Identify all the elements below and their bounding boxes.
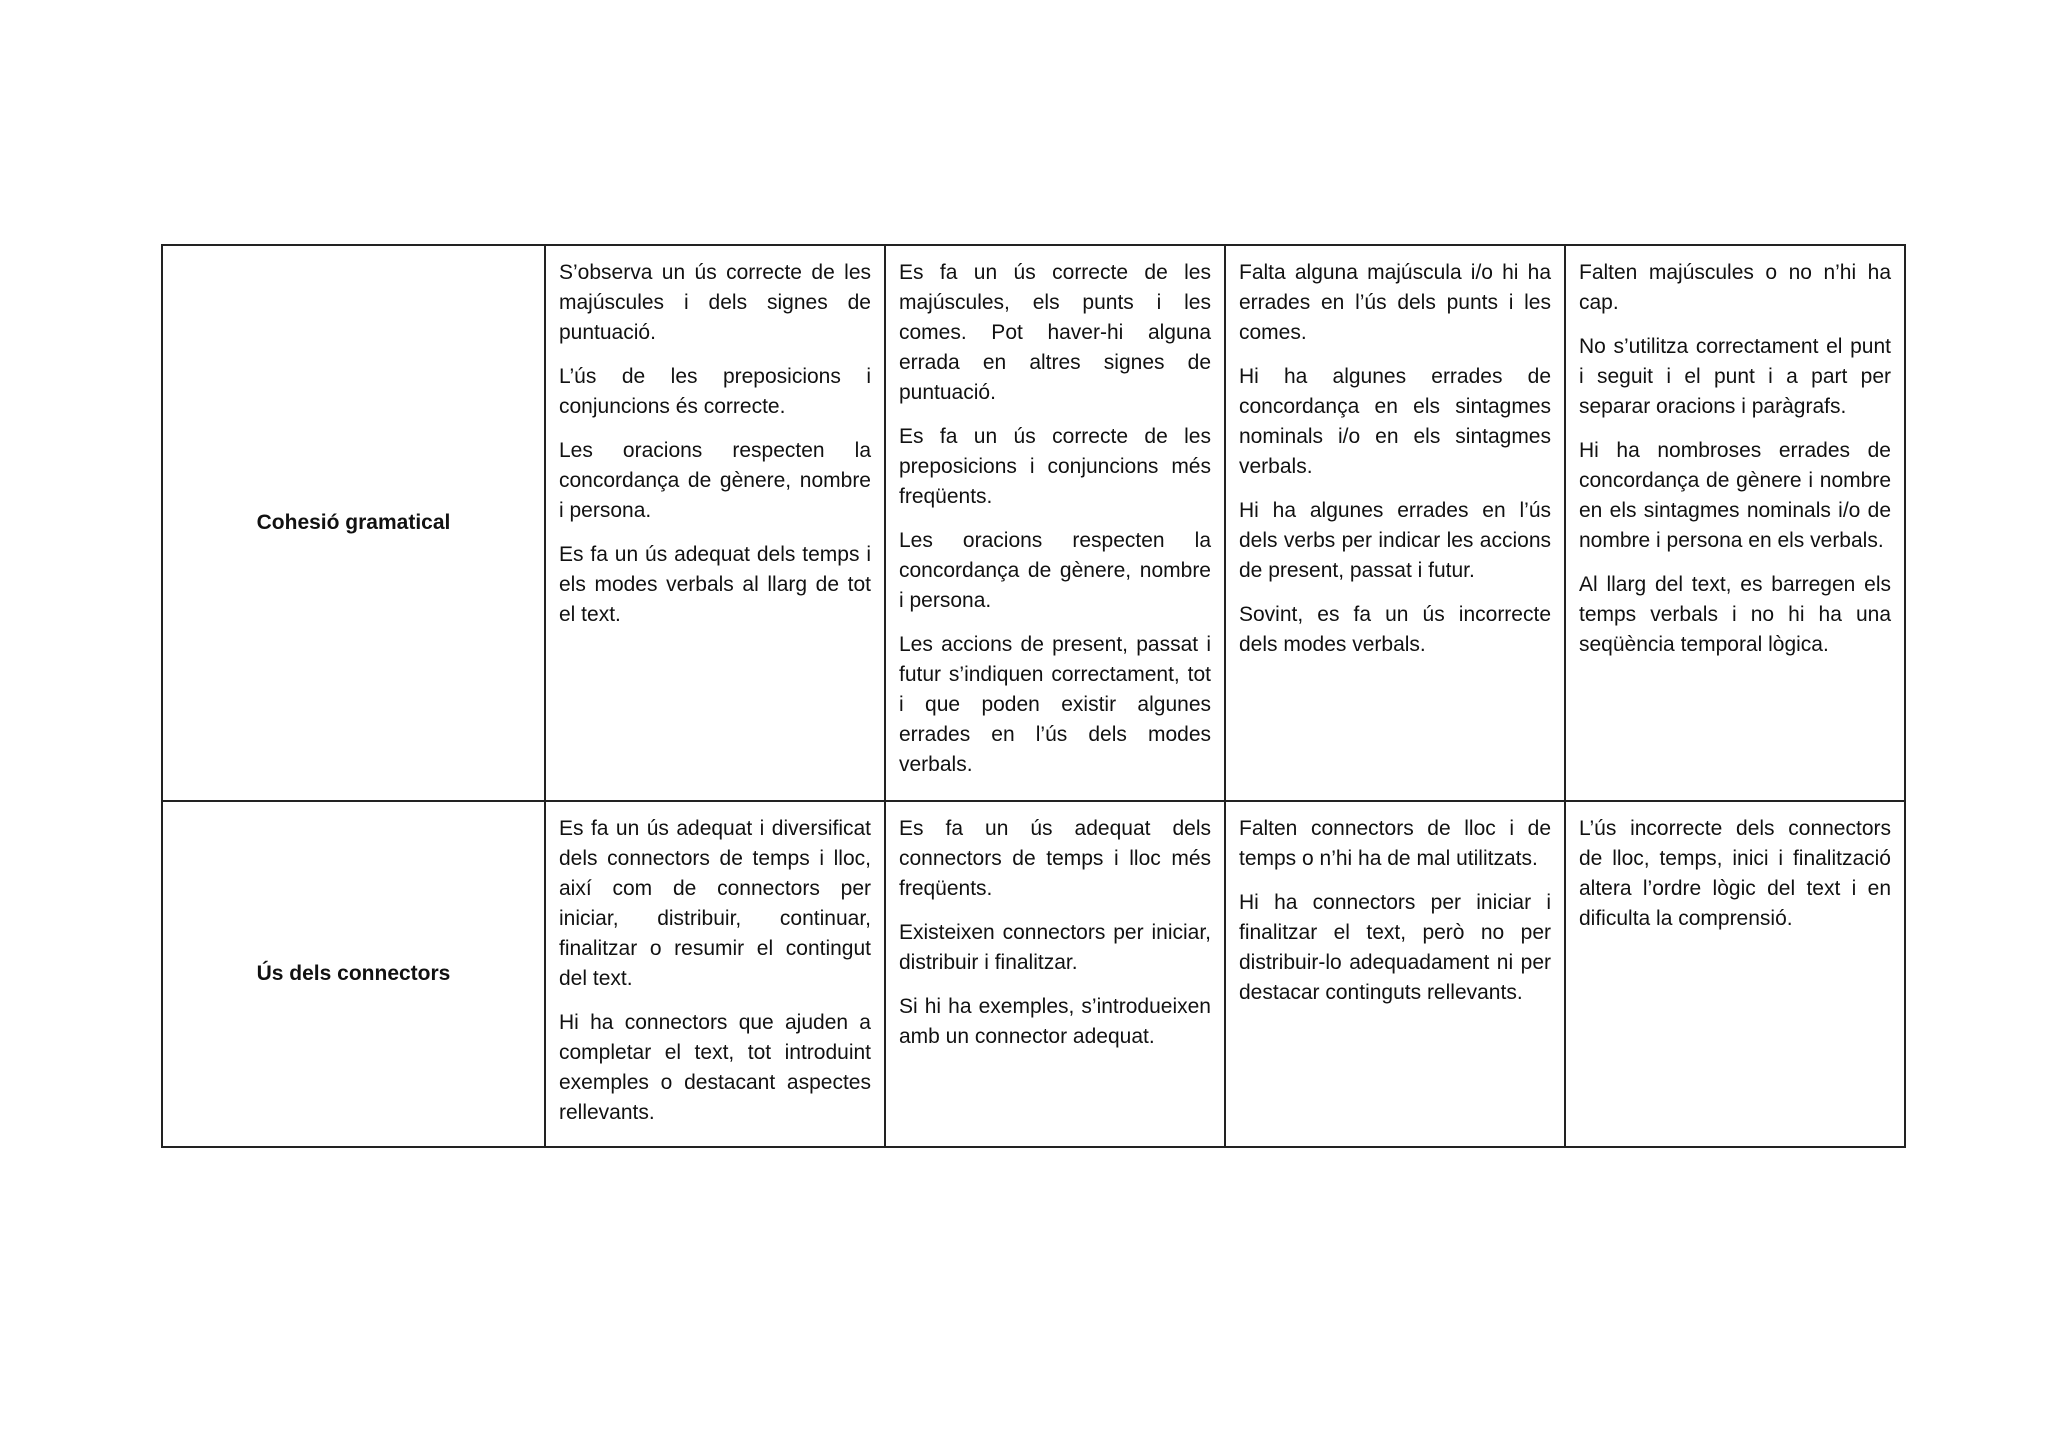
descriptor-paragraph: Si hi ha exemples, s’introdueixen amb un connector adequat. [899, 995, 1211, 1048]
rubric-table [161, 244, 1906, 1148]
descriptor-paragraph: Al llarg del text, es barregen els temps verbals i no hi ha una seqüència temporal lògica. [1579, 573, 1891, 656]
descriptor-paragraph: Les oracions respecten la concordança de gènere, nombre i persona. [899, 529, 1211, 612]
descriptor-paragraph: Hi ha algunes errades en l’ús dels verbs per indicar les accions de present, passat i futur. [1239, 499, 1551, 582]
descriptor-paragraph: L’ús de les preposicions i conjuncions és correcte. [559, 365, 871, 418]
descriptor-paragraph: S’observa un ús correcte de les majúscules i dels signes de puntuació. [559, 261, 871, 344]
level-cell-2 [885, 245, 1225, 801]
descriptor-paragraph: Falta alguna majúscula i/o hi ha errades en l’ús dels punts i les comes. [1239, 261, 1551, 344]
descriptor-paragraph: Hi ha nombroses errades de concordança de gènere i nombre en els sintagmes nominals i/o de nombre i persona en els verbals. [1579, 439, 1891, 552]
descriptor-paragraph: L’ús incorrecte dels connectors de lloc, temps, inici i finalització altera l’ordre lògic del text i en dificulta la comprensió. [1579, 817, 1891, 930]
descriptor-paragraph: Es fa un ús adequat dels connectors de temps i lloc més freqüents. [899, 817, 1211, 900]
descriptor-paragraph: Hi ha algunes errades de concordança en els sintagmes nominals i/o en els sintagmes verbals. [1239, 365, 1551, 478]
level-cell-3 [1225, 801, 1565, 1147]
descriptor-paragraph: Falten majúscules o no n’hi ha cap. [1579, 261, 1891, 314]
descriptor-paragraph: Les oracions respecten la concordança de gènere, nombre i persona. [559, 439, 871, 522]
level-cell-4 [1565, 245, 1905, 801]
descriptor-paragraph: Es fa un ús adequat dels temps i els modes verbals al llarg de tot el text. [559, 543, 871, 626]
descriptor-paragraph: Existeixen connectors per iniciar, distribuir i finalitzar. [899, 921, 1211, 974]
level-cell-1 [545, 245, 885, 801]
criterion-label: Ús dels connectors [256, 962, 451, 985]
level-cell-3 [1225, 245, 1565, 801]
level-cell-4 [1565, 801, 1905, 1147]
descriptor-paragraph: Hi ha connectors per iniciar i finalitzar el text, però no per distribuir-lo adequadament ni per destacar continguts rellevants. [1239, 891, 1551, 1004]
level-cell-1 [545, 801, 885, 1147]
criterion-cell [162, 245, 545, 801]
descriptor-paragraph: Es fa un ús correcte de les preposicions i conjuncions més freqüents. [899, 425, 1211, 508]
criterion-label: Cohesió gramatical [256, 511, 451, 534]
descriptor-paragraph: Falten connectors de lloc i de temps o n’hi ha de mal utilitzats. [1239, 817, 1551, 870]
descriptor-paragraph: No s’utilitza correctament el punt i seguit i el punt i a part per separar oracions i paràgrafs. [1579, 335, 1891, 418]
rubric-row-cohesio-gramatical [162, 245, 1905, 801]
descriptor-paragraph: Les accions de present, passat i futur s’indiquen correctament, tot i que poden existir algunes errades en l’ús dels modes verbals. [899, 633, 1211, 776]
descriptor-paragraph: Hi ha connectors que ajuden a completar el text, tot introduint exemples o destacant aspectes rellevants. [559, 1011, 871, 1124]
rubric-row-us-dels-connectors [162, 801, 1905, 1147]
descriptor-paragraph: Sovint, es fa un ús incorrecte dels modes verbals. [1239, 603, 1551, 656]
descriptor-paragraph: Es fa un ús correcte de les majúscules, els punts i les comes. Pot haver-hi alguna errada en altres signes de puntuació. [899, 261, 1211, 404]
criterion-cell [162, 801, 545, 1147]
descriptor-paragraph: Es fa un ús adequat i diversificat dels connectors de temps i lloc, així com de connectors per iniciar, distribuir, continuar, finalitzar o resumir el contingut del text. [559, 817, 871, 990]
level-cell-2 [885, 801, 1225, 1147]
